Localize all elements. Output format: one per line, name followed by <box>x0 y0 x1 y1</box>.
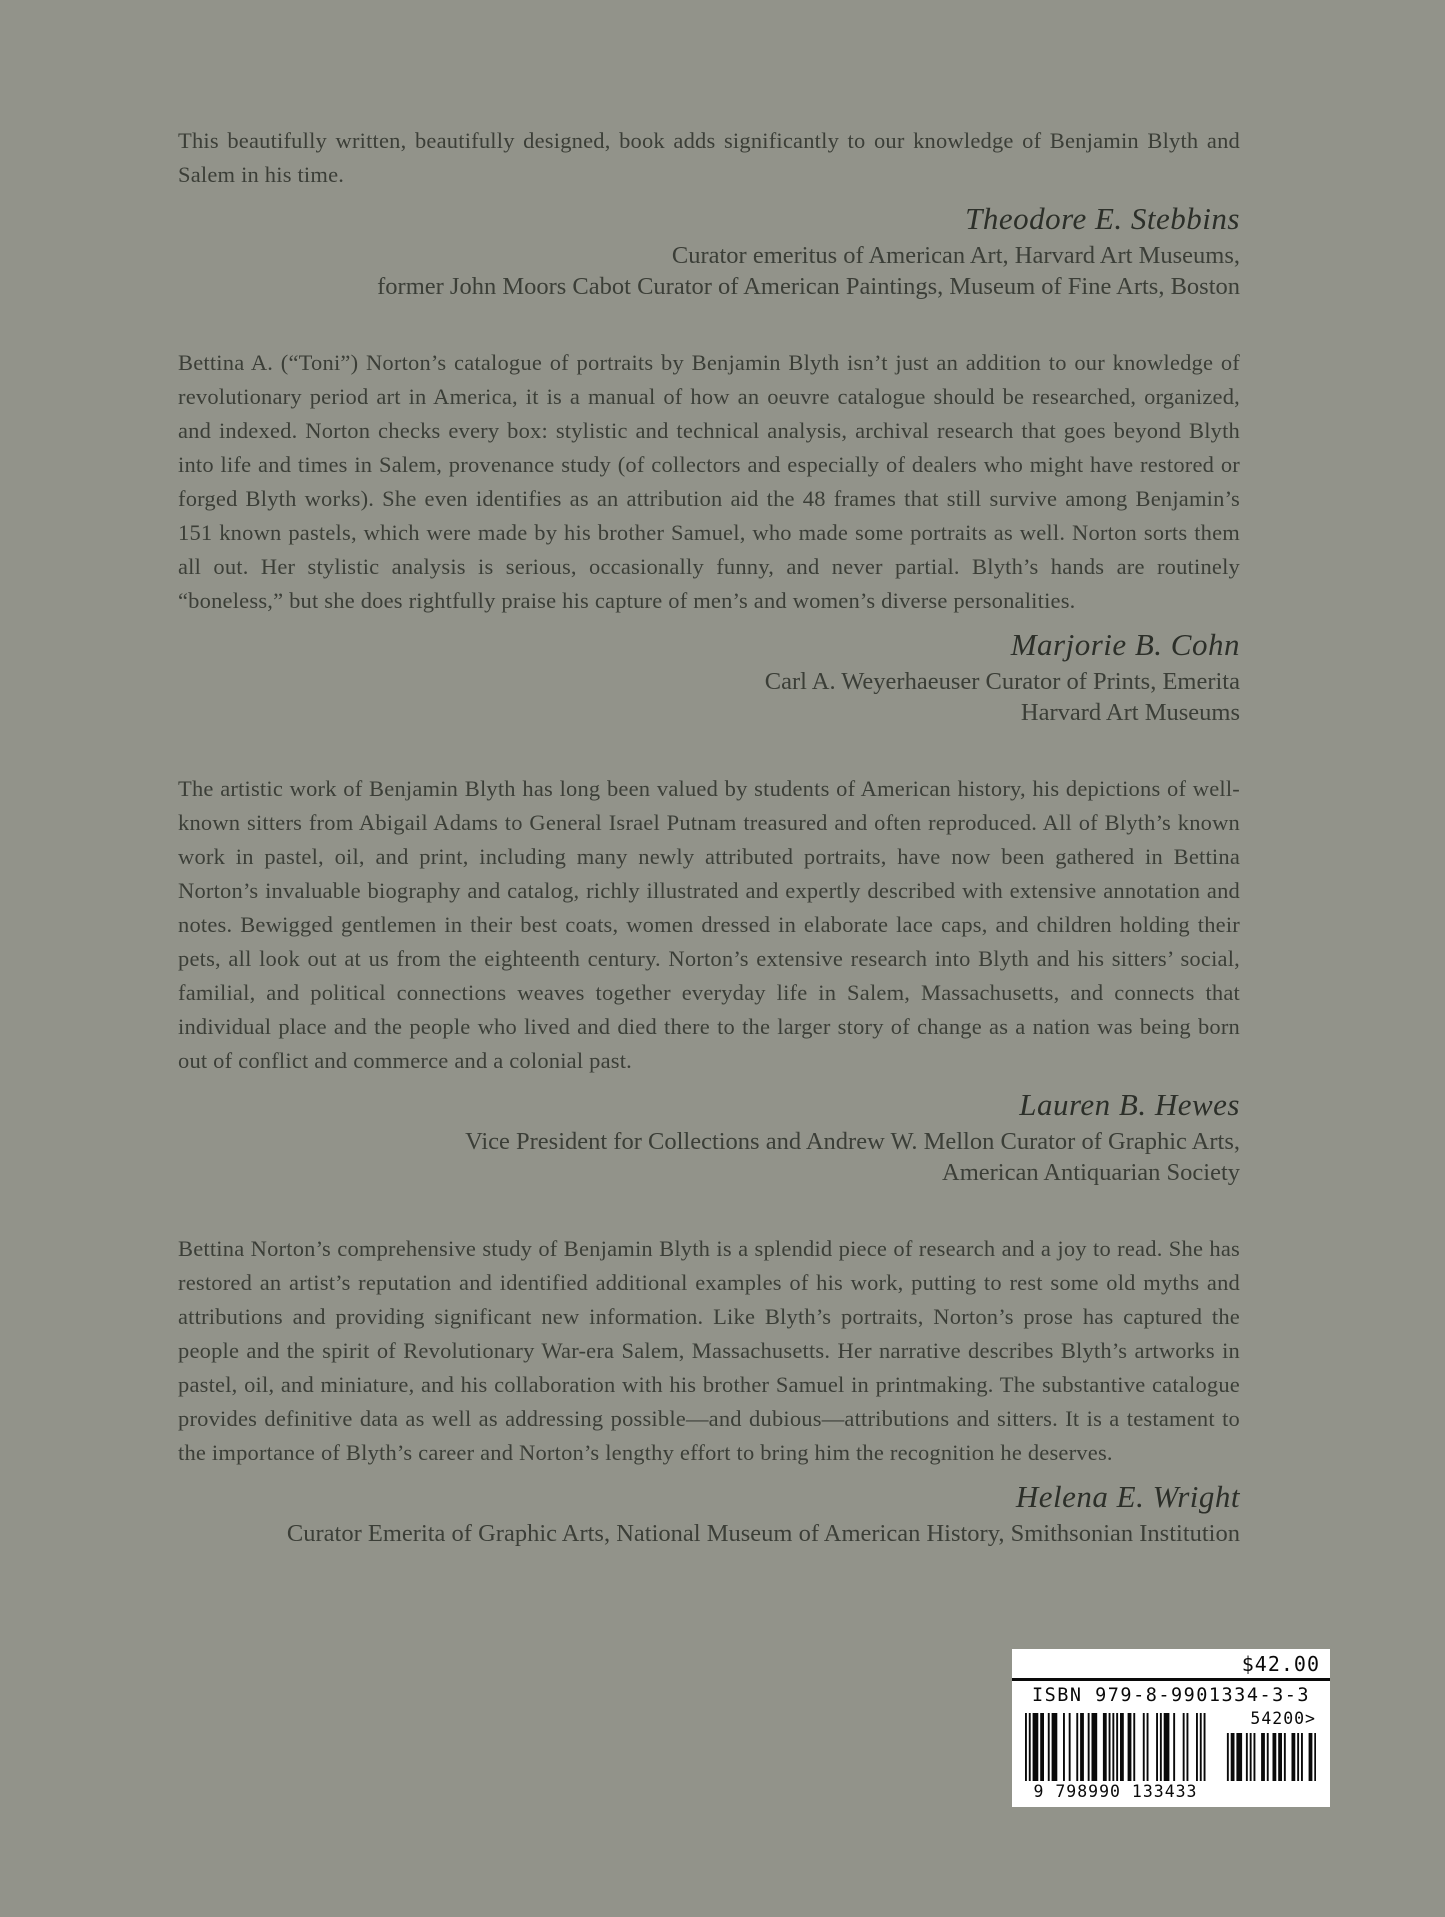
blurb-stebbins <box>178 124 1240 302</box>
isbn-label: ISBN 979-8-9901334-3-3 <box>1031 1685 1311 1706</box>
blurb-author: Marjorie B. Cohn <box>1010 627 1240 662</box>
blurb-credential: Curator emeritus of American Art, Harvard Art Museums, <box>671 242 1240 269</box>
blurb-quote: This beautifully written, beautifully designed, book adds significantly to our knowledge of Benjamin Blyth and Salem in his time. <box>178 128 1240 187</box>
blurb-author: Lauren B. Hewes <box>1019 1087 1240 1122</box>
blurb-author: Helena E. Wright <box>1015 1479 1240 1514</box>
blurb-author: Theodore E. Stebbins <box>965 201 1240 236</box>
blurb-credential: Curator Emerita of Graphic Arts, National Museum of American History, Smithsonian Institution <box>286 1520 1240 1547</box>
blurb-credential: Harvard Art Museums <box>1020 699 1240 726</box>
blurb-credential: American Antiquarian Society <box>942 1159 1240 1186</box>
ean5-addon-barcode <box>1225 1733 1316 1781</box>
blurb-credential: Carl A. Weyerhaeuser Curator of Prints, Emerita <box>764 668 1240 695</box>
ean13-barcode <box>1025 1713 1206 1781</box>
price-addon-code: 54200> <box>1250 1709 1316 1728</box>
barcode-divider-rule <box>1012 1678 1330 1681</box>
blurb-column <box>178 124 1240 1549</box>
blurb-wright <box>178 1232 1240 1549</box>
blurb-quote: Bettina Norton’s comprehensive study of Benjamin Blyth is a splendid piece of research and a joy to read. She has restored an artist’s reputation and identified additional examples of his work, putting to rest some old myths and attributions and providing significant new information. Like Blyth’s portraits, Norton’s prose has captured the people and the spirit of Revolutionary War-era Salem, Massachusetts. Her narrative describes Blyth’s artworks in pastel, oil, and miniature, and his collaboration with his brother Samuel in printmaking. The substantive catalogue provides definitive data as well as addressing possible—and dubious—attributions and sitters. It is a testament to the importance of Blyth’s career and Norton’s lengthy effort to bring him the recognition he deserves. <box>178 1236 1240 1465</box>
blurb-credential: former John Moors Cabot Curator of American Paintings, Museum of Fine Arts, Boston <box>377 273 1240 300</box>
isbn-digits: 9 798990 133433 <box>1033 1782 1198 1801</box>
blurb-quote: Bettina A. (“Toni”) Norton’s catalogue of portraits by Benjamin Blyth isn’t just an addition to our knowledge of revolutionary period art in America, it is a manual of how an oeuvre catalogue should be researched, organized, and indexed. Norton checks every box: stylistic and technical analysis, archival research that goes beyond Blyth into life and times in Salem, provenance study (of collectors and especially of dealers who might have restored or forged Blyth works). She even identifies as an attribution aid the 48 frames that still survive among Benjamin’s 151 known pastels, which were made by his brother Samuel, who made some portraits as well. Norton sorts them all out. Her stylistic analysis is serious, occasionally funny, and never partial. Blyth’s hands are routinely “boneless,” but she does rightfully praise his capture of men’s and women’s diverse personalities. <box>178 350 1240 613</box>
barcode-block <box>1012 1649 1330 1807</box>
blurb-quote: The artistic work of Benjamin Blyth has long been valued by students of American history, his depictions of well-known sitters from Abigail Adams to General Israel Putnam treasured and often reproduced. All of Blyth’s known work in pastel, oil, and print, including many newly attributed portraits, have now been gathered in Bettina Norton’s invaluable biography and catalog, richly illustrated and expertly described with extensive annotation and notes. Bewigged gentlemen in their best coats, women dressed in elaborate lace caps, and children holding their pets, all look out at us from the eighteenth century. Norton’s extensive research into Blyth and his sitters’ social, familial, and political connections weaves together everyday life in Salem, Massachusetts, and connects that individual place and the people who lived and died there to the larger story of change as a nation was being born out of conflict and commerce and a colonial past. <box>178 776 1240 1073</box>
price-label: $42.00 <box>1241 1652 1320 1676</box>
blurb-hewes <box>178 772 1240 1188</box>
blurb-cohn <box>178 346 1240 728</box>
blurb-credential: Vice President for Collections and Andrew W. Mellon Curator of Graphic Arts, <box>465 1128 1240 1155</box>
